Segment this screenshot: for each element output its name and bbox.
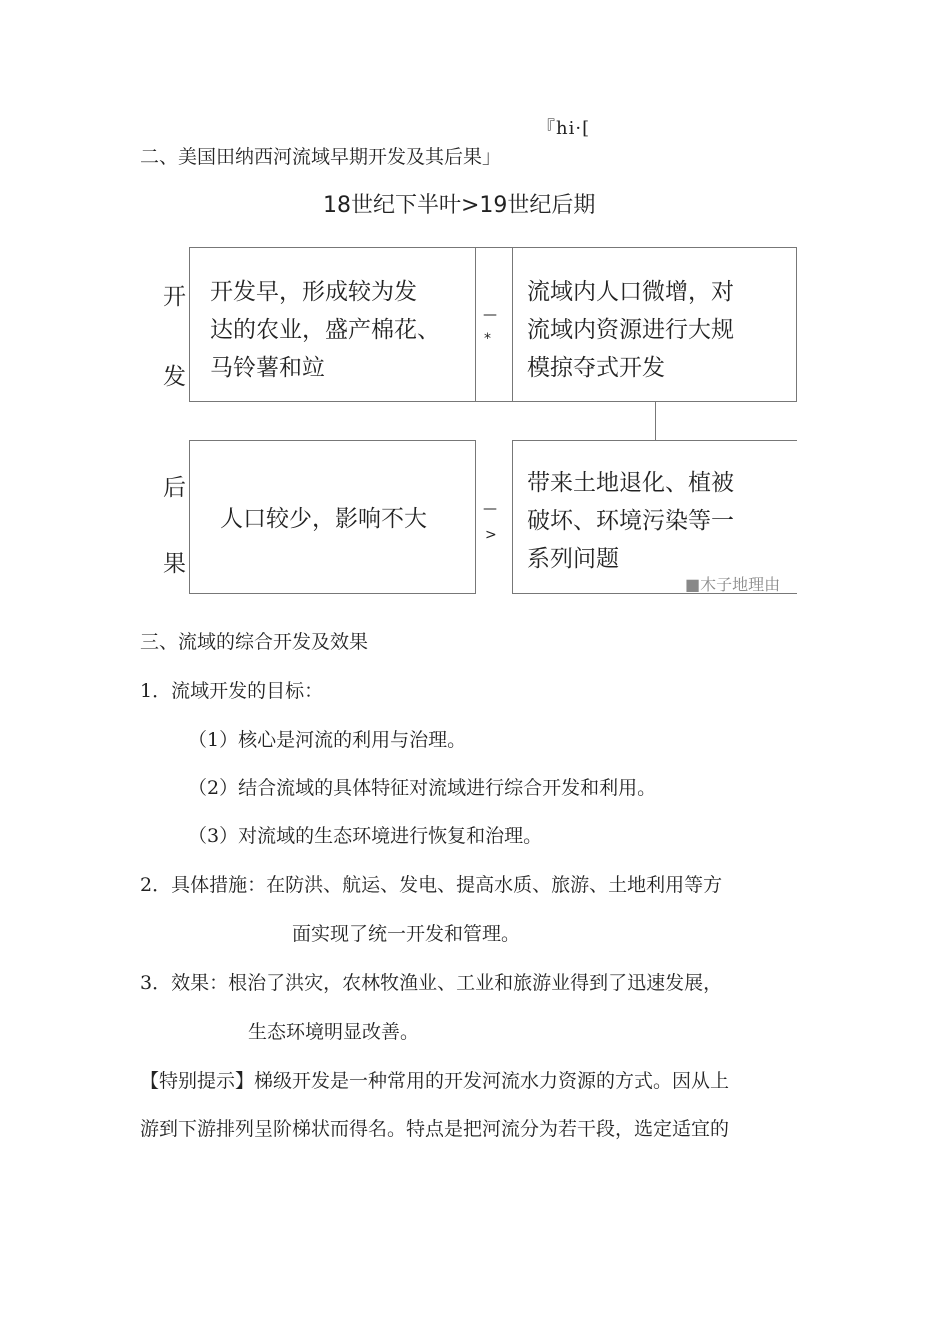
arrow-top-mark: * — [484, 331, 491, 347]
box-res-late-line-1: 带来土地退化、植被 — [527, 470, 734, 496]
arrow-bottom-mark: > — [485, 527, 497, 543]
special-tip-line-2: 游到下游排列呈阶梯状而得名。特点是把河流分为若干段，选定适宜的 — [140, 1118, 730, 1140]
box-dev-early-line-1: 开发早，形成较为发 — [210, 279, 417, 305]
arrow-top-dash: — — [483, 307, 497, 323]
item-3-line-2: 生态环境明显改善。 — [248, 1021, 420, 1043]
box-dev-late-line-1: 流域内人口微增，对 — [527, 279, 734, 305]
box-dev-late-line-2: 流域内资源进行大规 — [527, 317, 734, 343]
row-label-dev-1: 开 — [163, 284, 186, 310]
item-2-line-2: 面实现了统一开发和管理。 — [292, 923, 521, 945]
watermark: ■木子地理由 — [685, 575, 781, 594]
row-label-result-1: 后 — [163, 475, 186, 501]
box-dev-late-line-3: 模掠夺式开发 — [527, 355, 665, 381]
box-dev-early — [189, 247, 476, 402]
section-3-heading: 三、流域的综合开发及效果 — [140, 631, 369, 653]
arrow-bottom-dash: — — [483, 501, 497, 517]
box-res-late-line-2: 破坏、环境污染等一 — [527, 508, 734, 534]
connector-vertical — [655, 401, 656, 441]
item-1-sub-1: （1）核心是河流的利用与治理。 — [188, 729, 467, 751]
box-dev-early-line-2: 达的农业，盛产棉花、 — [210, 317, 440, 343]
item-3-line-1: 3．效果：根治了洪灾，农林牧渔业、工业和旅游业得到了迅速发展， — [140, 972, 723, 994]
special-tip-line-1: 【特别提示】梯级开发是一种常用的开发河流水力资源的方式。因从上 — [140, 1070, 730, 1092]
item-1-sub-2: （2）结合流域的具体特征对流域进行综合开发和利用。 — [188, 777, 657, 799]
diagram-title: 18世纪下半叶>19世纪后期 — [323, 193, 596, 218]
item-1-sub-3: （3）对流域的生态环境进行恢复和治理。 — [188, 825, 543, 847]
row-label-result-2: 果 — [163, 551, 186, 577]
box-res-late — [512, 440, 797, 594]
connector-top-lower — [475, 401, 513, 402]
connector-top-upper — [475, 247, 513, 248]
row-label-dev-2: 发 — [163, 364, 186, 390]
section-2-heading: 二、美国田纳西河流域早期开发及其后果」 — [140, 146, 502, 168]
box-dev-late — [512, 247, 797, 402]
box-res-early — [189, 440, 476, 594]
box-dev-early-line-3: 马铃薯和竝 — [210, 355, 325, 381]
box-res-late-line-3: 系列问题 — [527, 546, 619, 572]
item-1: 1．流域开发的目标： — [140, 680, 324, 702]
box-res-early-text: 人口较少，影响不大 — [220, 506, 427, 532]
item-2-line-1: 2．具体措施：在防洪、航运、发电、提高水质、旅游、土地利用等方 — [140, 874, 723, 896]
header-fragment: 『hi·[ — [537, 118, 591, 139]
